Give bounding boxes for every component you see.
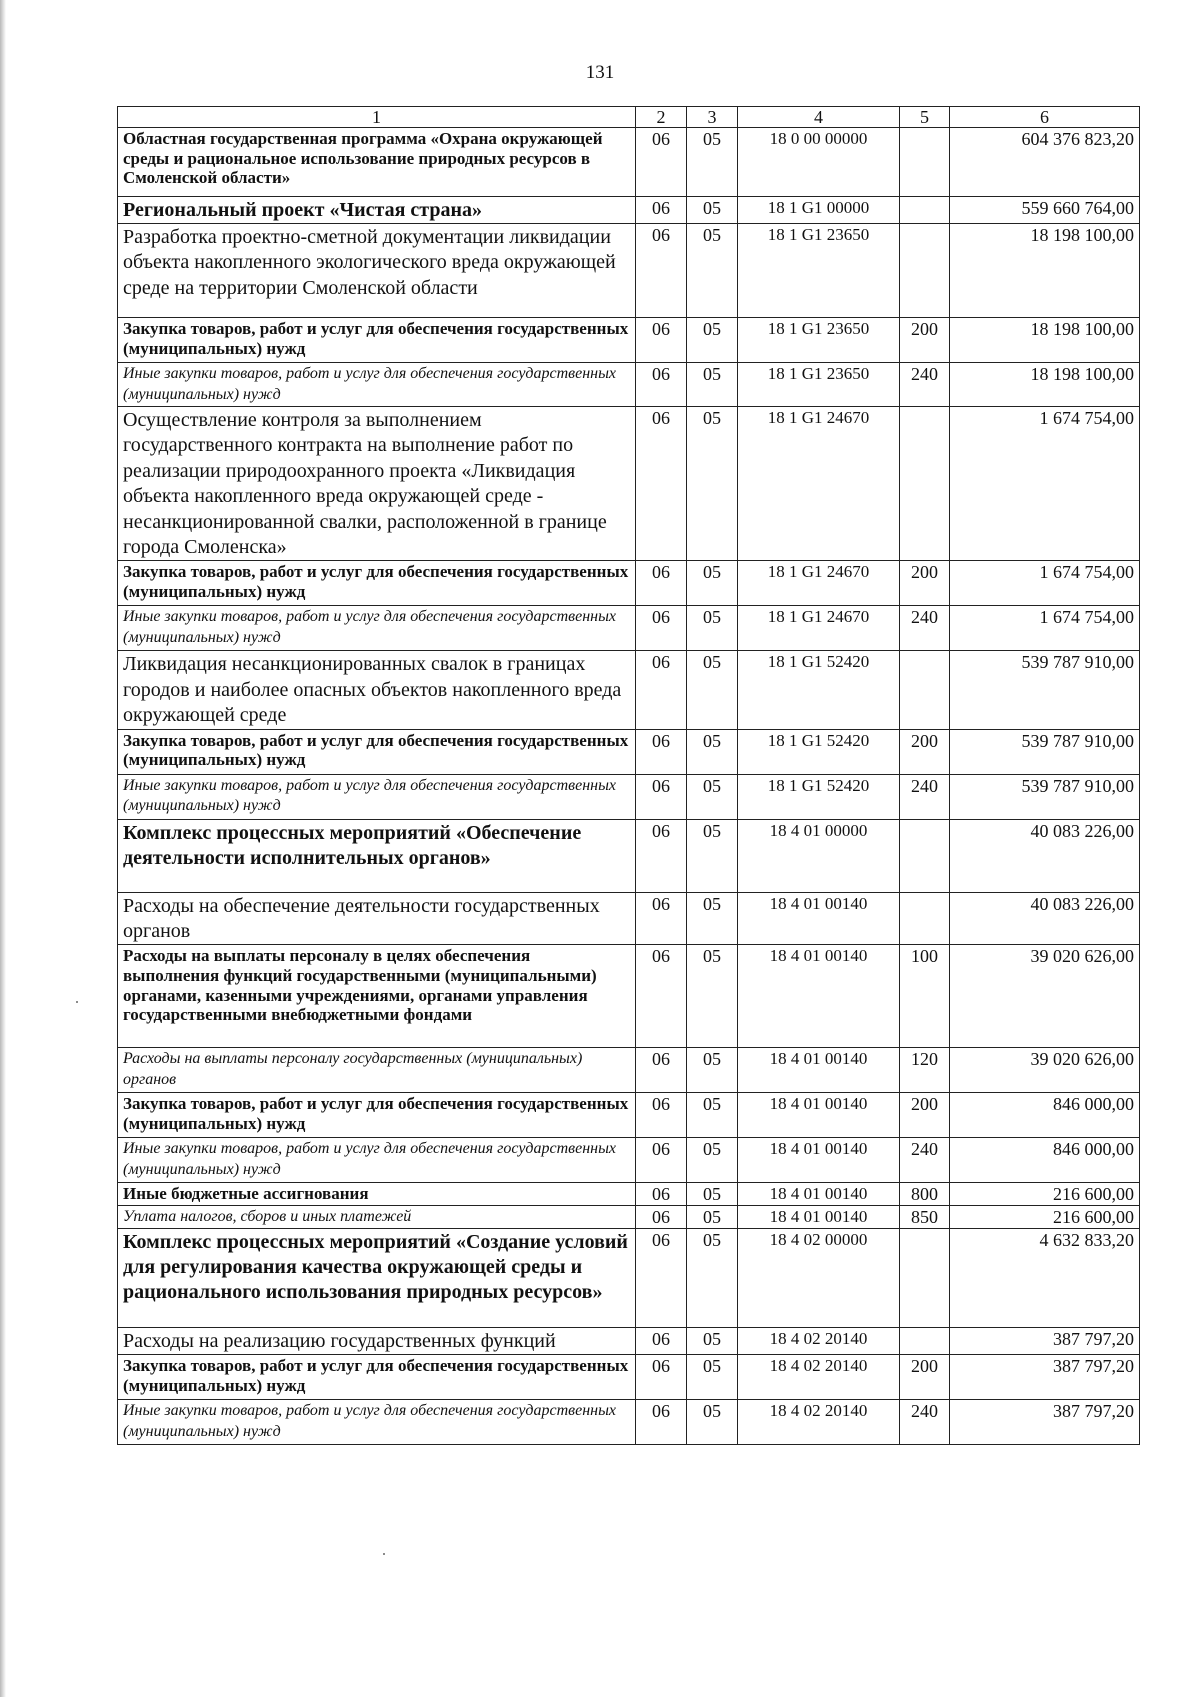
scan-speck [76, 1001, 78, 1003]
row-expense-type: 240 [900, 1138, 950, 1183]
row-name: Расходы на реализацию государственных функций [118, 1328, 636, 1355]
table-row [118, 945, 1140, 1048]
row-name: Уплата налогов, сборов и иных платежей [118, 1206, 636, 1229]
row-amount: 39 020 626,00 [950, 945, 1140, 1048]
row-subsection: 05 [687, 729, 738, 774]
row-name: Иные бюджетные ассигнования [118, 1183, 636, 1206]
budget-table-body [118, 107, 1140, 1445]
row-name: Региональный проект «Чистая страна» [118, 197, 636, 224]
row-expense-type: 240 [900, 363, 950, 407]
budget-table [117, 106, 1140, 1445]
row-expense-type [900, 128, 950, 197]
row-subsection: 05 [687, 561, 738, 606]
row-target-article: 18 4 02 20140 [738, 1328, 900, 1355]
row-expense-type: 240 [900, 774, 950, 819]
header-col-2: 2 [636, 107, 687, 128]
row-name: Закупка товаров, работ и услуг для обеспечения государственных (муниципальных) нужд [118, 561, 636, 606]
row-expense-type: 240 [900, 606, 950, 651]
table-row [118, 1355, 1140, 1400]
row-amount: 846 000,00 [950, 1093, 1140, 1138]
row-name: Комплекс процессных мероприятий «Создание условий для регулирования качества окружающей среды и рационального использования природных ресурсов» [118, 1229, 636, 1328]
row-subsection: 05 [687, 774, 738, 819]
row-target-article: 18 4 01 00140 [738, 1206, 900, 1229]
header-row [118, 107, 1140, 128]
row-target-article: 18 1 G1 23650 [738, 318, 900, 363]
header-col-1: 1 [118, 107, 636, 128]
row-subsection: 05 [687, 651, 738, 729]
row-target-article: 18 1 G1 23650 [738, 363, 900, 407]
row-expense-type: 240 [900, 1400, 950, 1445]
row-target-article: 18 4 01 00000 [738, 819, 900, 892]
row-section: 06 [636, 128, 687, 197]
table-row [118, 651, 1140, 729]
row-name: Иные закупки товаров, работ и услуг для обеспечения государственных (муниципальных) нужд [118, 363, 636, 407]
row-expense-type: 200 [900, 1355, 950, 1400]
row-section: 06 [636, 1206, 687, 1229]
row-amount: 40 083 226,00 [950, 819, 1140, 892]
row-amount: 604 376 823,20 [950, 128, 1140, 197]
table-row [118, 1048, 1140, 1093]
row-amount: 539 787 910,00 [950, 774, 1140, 819]
row-section: 06 [636, 1138, 687, 1183]
row-subsection: 05 [687, 128, 738, 197]
row-section: 06 [636, 363, 687, 407]
table-row [118, 1229, 1140, 1328]
row-target-article: 18 0 00 00000 [738, 128, 900, 197]
row-target-article: 18 4 01 00140 [738, 945, 900, 1048]
row-expense-type [900, 224, 950, 318]
row-section: 06 [636, 1093, 687, 1138]
row-target-article: 18 1 G1 52420 [738, 651, 900, 729]
row-name: Закупка товаров, работ и услуг для обеспечения государственных (муниципальных) нужд [118, 729, 636, 774]
row-section: 06 [636, 318, 687, 363]
row-name: Закупка товаров, работ и услуг для обеспечения государственных (муниципальных) нужд [118, 318, 636, 363]
row-subsection: 05 [687, 318, 738, 363]
row-subsection: 05 [687, 1328, 738, 1355]
row-subsection: 05 [687, 1093, 738, 1138]
row-subsection: 05 [687, 1400, 738, 1445]
row-expense-type: 200 [900, 1093, 950, 1138]
row-subsection: 05 [687, 819, 738, 892]
row-amount: 846 000,00 [950, 1138, 1140, 1183]
scan-speck [383, 1553, 385, 1555]
row-target-article: 18 4 01 00140 [738, 1093, 900, 1138]
row-subsection: 05 [687, 606, 738, 651]
row-name: Разработка проектно-сметной документации ликвидации объекта накопленного экологического вреда окружающей среде на территории Смоленской области [118, 224, 636, 318]
row-section: 06 [636, 1229, 687, 1328]
table-row [118, 128, 1140, 197]
row-target-article: 18 4 01 00140 [738, 1138, 900, 1183]
row-subsection: 05 [687, 1048, 738, 1093]
row-section: 06 [636, 197, 687, 224]
row-target-article: 18 4 01 00140 [738, 892, 900, 945]
row-section: 06 [636, 819, 687, 892]
table-row [118, 774, 1140, 819]
row-subsection: 05 [687, 224, 738, 318]
row-section: 06 [636, 729, 687, 774]
row-name: Расходы на выплаты персоналу в целях обеспечения выполнения функций государственными (муниципальными) органами, казенными учреждениями, органами управления государственными внебюджетными фондами [118, 945, 636, 1048]
row-target-article: 18 1 G1 00000 [738, 197, 900, 224]
row-amount: 1 674 754,00 [950, 561, 1140, 606]
row-expense-type: 200 [900, 561, 950, 606]
row-name: Иные закупки товаров, работ и услуг для обеспечения государственных (муниципальных) нужд [118, 774, 636, 819]
row-section: 06 [636, 892, 687, 945]
row-amount: 1 674 754,00 [950, 606, 1140, 651]
row-amount: 387 797,20 [950, 1328, 1140, 1355]
row-amount: 4 632 833,20 [950, 1229, 1140, 1328]
row-expense-type: 850 [900, 1206, 950, 1229]
row-subsection: 05 [687, 197, 738, 224]
header-col-5: 5 [900, 107, 950, 128]
header-col-4: 4 [738, 107, 900, 128]
row-expense-type [900, 1328, 950, 1355]
row-section: 06 [636, 1328, 687, 1355]
row-section: 06 [636, 407, 687, 561]
table-row [118, 1138, 1140, 1183]
row-name: Закупка товаров, работ и услуг для обеспечения государственных (муниципальных) нужд [118, 1093, 636, 1138]
table-row [118, 318, 1140, 363]
row-expense-type [900, 892, 950, 945]
row-subsection: 05 [687, 1138, 738, 1183]
row-amount: 539 787 910,00 [950, 729, 1140, 774]
row-target-article: 18 4 02 20140 [738, 1355, 900, 1400]
row-name: Иные закупки товаров, работ и услуг для обеспечения государственных (муниципальных) нужд [118, 606, 636, 651]
row-expense-type [900, 1229, 950, 1328]
header-col-3: 3 [687, 107, 738, 128]
row-name: Областная государственная программа «Охрана окружающей среды и рациональное использование природных ресурсов в Смоленской области» [118, 128, 636, 197]
table-row [118, 363, 1140, 407]
row-subsection: 05 [687, 892, 738, 945]
scan-edge-shadow [0, 0, 6, 1697]
row-expense-type: 100 [900, 945, 950, 1048]
row-expense-type: 120 [900, 1048, 950, 1093]
table-row [118, 1328, 1140, 1355]
row-expense-type: 200 [900, 729, 950, 774]
row-section: 06 [636, 1355, 687, 1400]
row-amount: 559 660 764,00 [950, 197, 1140, 224]
row-section: 06 [636, 945, 687, 1048]
table-row [118, 606, 1140, 651]
row-target-article: 18 4 02 00000 [738, 1229, 900, 1328]
row-expense-type: 200 [900, 318, 950, 363]
row-subsection: 05 [687, 363, 738, 407]
row-target-article: 18 1 G1 24670 [738, 407, 900, 561]
row-name: Закупка товаров, работ и услуг для обеспечения государственных (муниципальных) нужд [118, 1355, 636, 1400]
row-subsection: 05 [687, 1183, 738, 1206]
row-subsection: 05 [687, 1355, 738, 1400]
row-target-article: 18 4 02 20140 [738, 1400, 900, 1445]
row-name: Комплекс процессных мероприятий «Обеспечение деятельности исполнительных органов» [118, 819, 636, 892]
row-expense-type [900, 651, 950, 729]
row-section: 06 [636, 1400, 687, 1445]
row-amount: 539 787 910,00 [950, 651, 1140, 729]
row-section: 06 [636, 561, 687, 606]
row-amount: 216 600,00 [950, 1183, 1140, 1206]
table-row [118, 197, 1140, 224]
row-expense-type: 800 [900, 1183, 950, 1206]
row-target-article: 18 1 G1 24670 [738, 606, 900, 651]
table-row [118, 729, 1140, 774]
header-col-6: 6 [950, 107, 1140, 128]
table-row [118, 1093, 1140, 1138]
row-amount: 387 797,20 [950, 1400, 1140, 1445]
table-row [118, 1206, 1140, 1229]
table-row [118, 819, 1140, 892]
page-number: 131 [585, 62, 615, 83]
row-section: 06 [636, 774, 687, 819]
table-row [118, 1183, 1140, 1206]
row-name: Ликвидация несанкционированных свалок в границах городов и наиболее опасных объектов накопленного вреда окружающей среде [118, 651, 636, 729]
table-row [118, 1400, 1140, 1445]
table-row [118, 407, 1140, 561]
row-subsection: 05 [687, 407, 738, 561]
row-target-article: 18 1 G1 24670 [738, 561, 900, 606]
row-amount: 39 020 626,00 [950, 1048, 1140, 1093]
row-target-article: 18 1 G1 52420 [738, 729, 900, 774]
row-subsection: 05 [687, 945, 738, 1048]
row-section: 06 [636, 1048, 687, 1093]
row-section: 06 [636, 606, 687, 651]
table-row [118, 561, 1140, 606]
row-amount: 387 797,20 [950, 1355, 1140, 1400]
row-amount: 40 083 226,00 [950, 892, 1140, 945]
row-target-article: 18 4 01 00140 [738, 1048, 900, 1093]
row-amount: 18 198 100,00 [950, 363, 1140, 407]
row-section: 06 [636, 651, 687, 729]
row-expense-type [900, 407, 950, 561]
table-row [118, 892, 1140, 945]
row-expense-type [900, 197, 950, 224]
row-name: Расходы на обеспечение деятельности государственных органов [118, 892, 636, 945]
row-target-article: 18 4 01 00140 [738, 1183, 900, 1206]
table-row [118, 224, 1140, 318]
row-section: 06 [636, 1183, 687, 1206]
row-subsection: 05 [687, 1206, 738, 1229]
row-name: Расходы на выплаты персоналу государственных (муниципальных) органов [118, 1048, 636, 1093]
row-subsection: 05 [687, 1229, 738, 1328]
row-target-article: 18 1 G1 23650 [738, 224, 900, 318]
row-name: Иные закупки товаров, работ и услуг для обеспечения государственных (муниципальных) нужд [118, 1138, 636, 1183]
row-expense-type [900, 819, 950, 892]
row-amount: 1 674 754,00 [950, 407, 1140, 561]
row-name: Иные закупки товаров, работ и услуг для обеспечения государственных (муниципальных) нужд [118, 1400, 636, 1445]
row-amount: 216 600,00 [950, 1206, 1140, 1229]
row-section: 06 [636, 224, 687, 318]
row-amount: 18 198 100,00 [950, 224, 1140, 318]
row-name: Осуществление контроля за выполнением государственного контракта на выполнение работ по реализации природоохранного проекта «Ликвидация объекта накопленного вреда окружающей среде - несанкционированной свалки, расположенной в границе города Смоленска» [118, 407, 636, 561]
row-amount: 18 198 100,00 [950, 318, 1140, 363]
row-target-article: 18 1 G1 52420 [738, 774, 900, 819]
